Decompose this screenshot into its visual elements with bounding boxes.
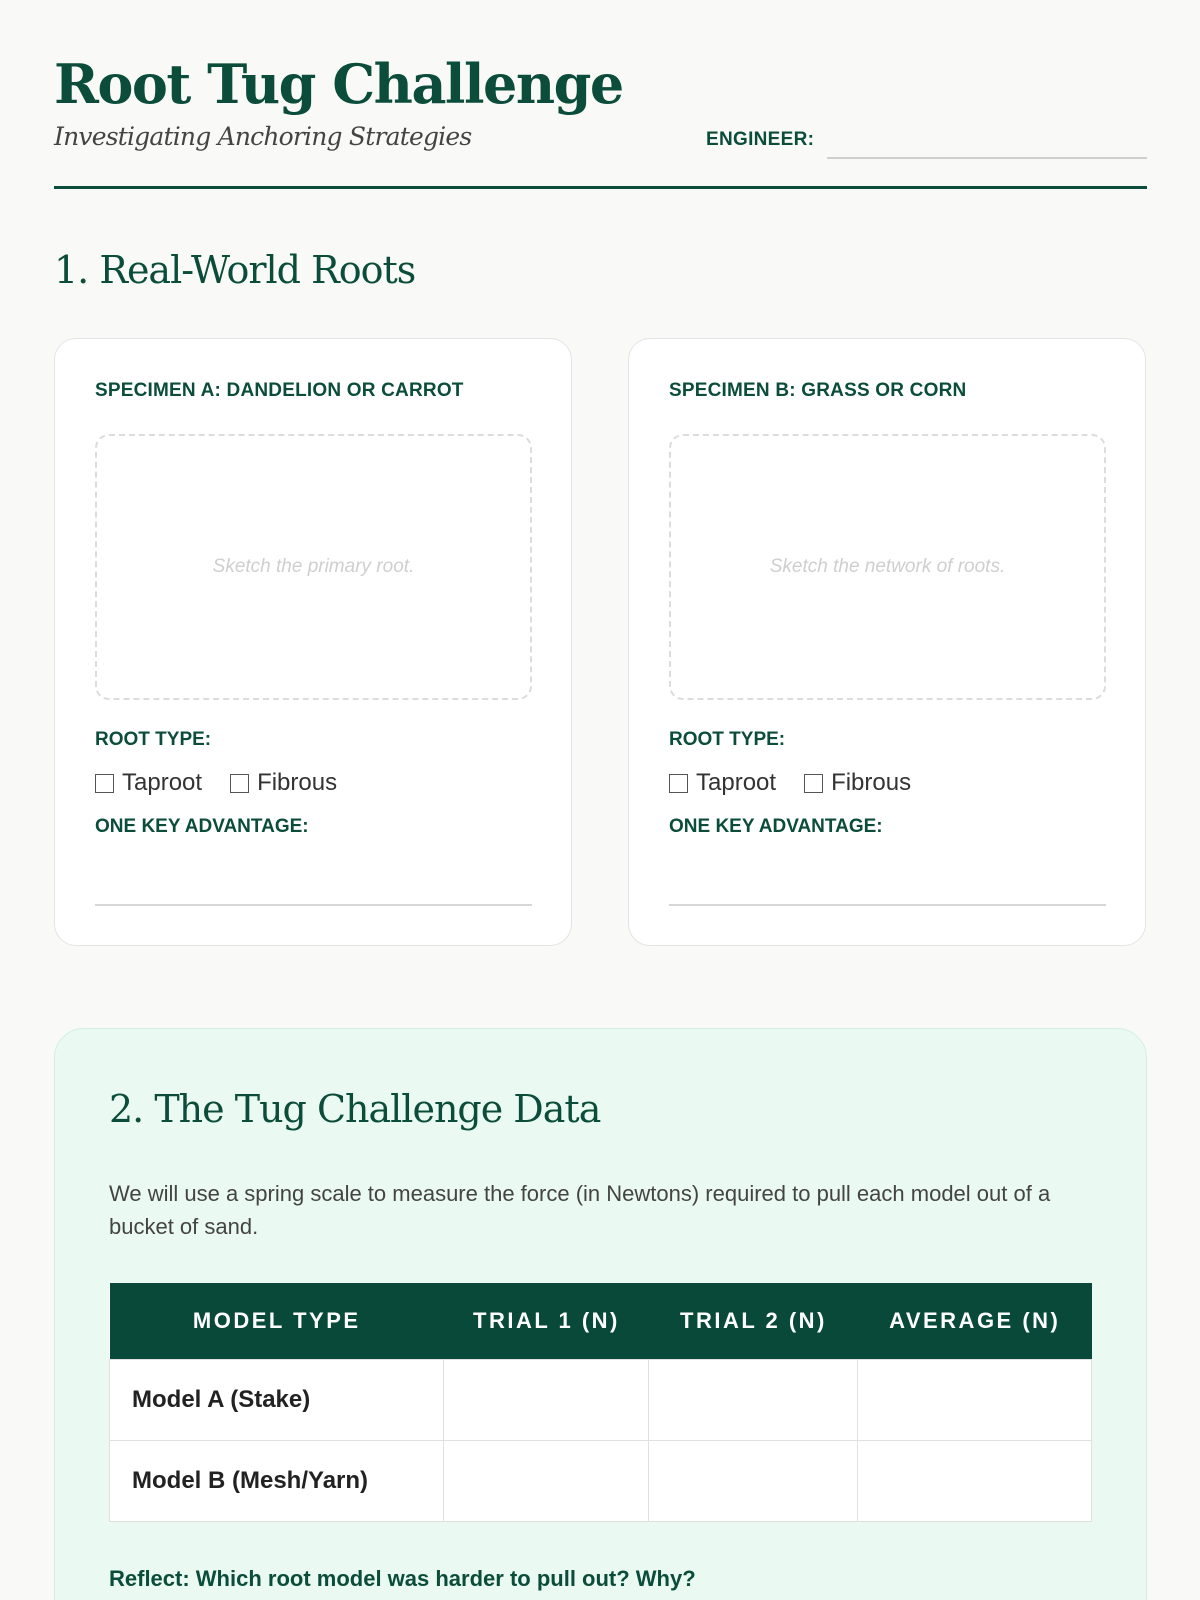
option-taproot[interactable] — [95, 769, 202, 797]
specimen-b-sketch-area[interactable] — [669, 434, 1106, 700]
trial-2-cell[interactable] — [649, 1440, 858, 1521]
worksheet-page — [54, 0, 1147, 1591]
column-header-trial-2: TRIAL 2 (N) — [649, 1283, 858, 1359]
option-label: Fibrous — [831, 769, 912, 796]
column-header-trial-1: TRIAL 1 (N) — [444, 1283, 649, 1359]
page-subtitle: Investigating Anchoring Strategies — [54, 122, 472, 151]
option-label: Fibrous — [257, 769, 338, 796]
taproot-checkbox[interactable] — [669, 774, 688, 793]
sketch-hint: Sketch the network of roots. — [769, 556, 1006, 577]
section-description: We will use a spring scale to measure the force (in Newtons) required to pull each model out of a bucket of sand. — [109, 1181, 1051, 1239]
trial-1-cell[interactable] — [444, 1440, 649, 1521]
root-type-label: ROOT TYPE: — [669, 729, 786, 750]
option-taproot[interactable] — [669, 769, 776, 797]
header — [54, 0, 1147, 190]
option-label: Taproot — [696, 769, 777, 796]
section-title-real-world-roots: 1. Real-World Roots — [54, 248, 416, 292]
trial-1-cell[interactable] — [444, 1359, 649, 1440]
table-row — [110, 1359, 1092, 1440]
engineer-name-field[interactable] — [827, 157, 1147, 159]
model-name-cell: Model A (Stake) — [110, 1359, 444, 1440]
tug-data-table — [109, 1283, 1092, 1522]
fibrous-checkbox[interactable] — [804, 774, 823, 793]
root-type-label: ROOT TYPE: — [95, 729, 212, 750]
table-row — [110, 1440, 1092, 1521]
option-fibrous[interactable] — [230, 769, 337, 797]
specimen-a-card — [54, 338, 572, 946]
model-name-cell: Model B (Mesh/Yarn) — [110, 1440, 444, 1521]
header-divider — [54, 186, 1147, 189]
taproot-checkbox[interactable] — [95, 774, 114, 793]
trial-2-cell[interactable] — [649, 1359, 858, 1440]
specimen-b-card — [628, 338, 1146, 946]
advantage-answer-line[interactable] — [669, 904, 1106, 906]
specimen-b-heading: SPECIMEN B: GRASS OR CORN — [669, 380, 967, 401]
column-header-model-type: MODEL TYPE — [110, 1283, 444, 1359]
advantage-answer-line[interactable] — [95, 904, 532, 906]
specimen-a-heading: SPECIMEN A: DANDELION OR CARROT — [95, 380, 464, 401]
average-cell[interactable] — [858, 1440, 1092, 1521]
engineer-label: ENGINEER: — [706, 129, 815, 150]
root-type-options — [95, 769, 365, 797]
specimen-a-sketch-area[interactable] — [95, 434, 532, 700]
section-title-tug-challenge: 2. The Tug Challenge Data — [109, 1087, 601, 1131]
advantage-label: ONE KEY ADVANTAGE: — [669, 816, 883, 837]
fibrous-checkbox[interactable] — [230, 774, 249, 793]
page-title: Root Tug Challenge — [54, 52, 623, 116]
advantage-label: ONE KEY ADVANTAGE: — [95, 816, 309, 837]
option-label: Taproot — [122, 769, 203, 796]
average-cell[interactable] — [858, 1359, 1092, 1440]
sketch-hint: Sketch the primary root. — [212, 556, 415, 577]
option-fibrous[interactable] — [804, 769, 911, 797]
tug-challenge-section — [54, 1028, 1147, 1600]
column-header-average: AVERAGE (N) — [858, 1283, 1092, 1359]
reflect-prompt: Reflect: Which root model was harder to pull out? Why? — [109, 1566, 696, 1591]
root-type-options — [669, 769, 939, 797]
table-header-row — [110, 1283, 1092, 1359]
